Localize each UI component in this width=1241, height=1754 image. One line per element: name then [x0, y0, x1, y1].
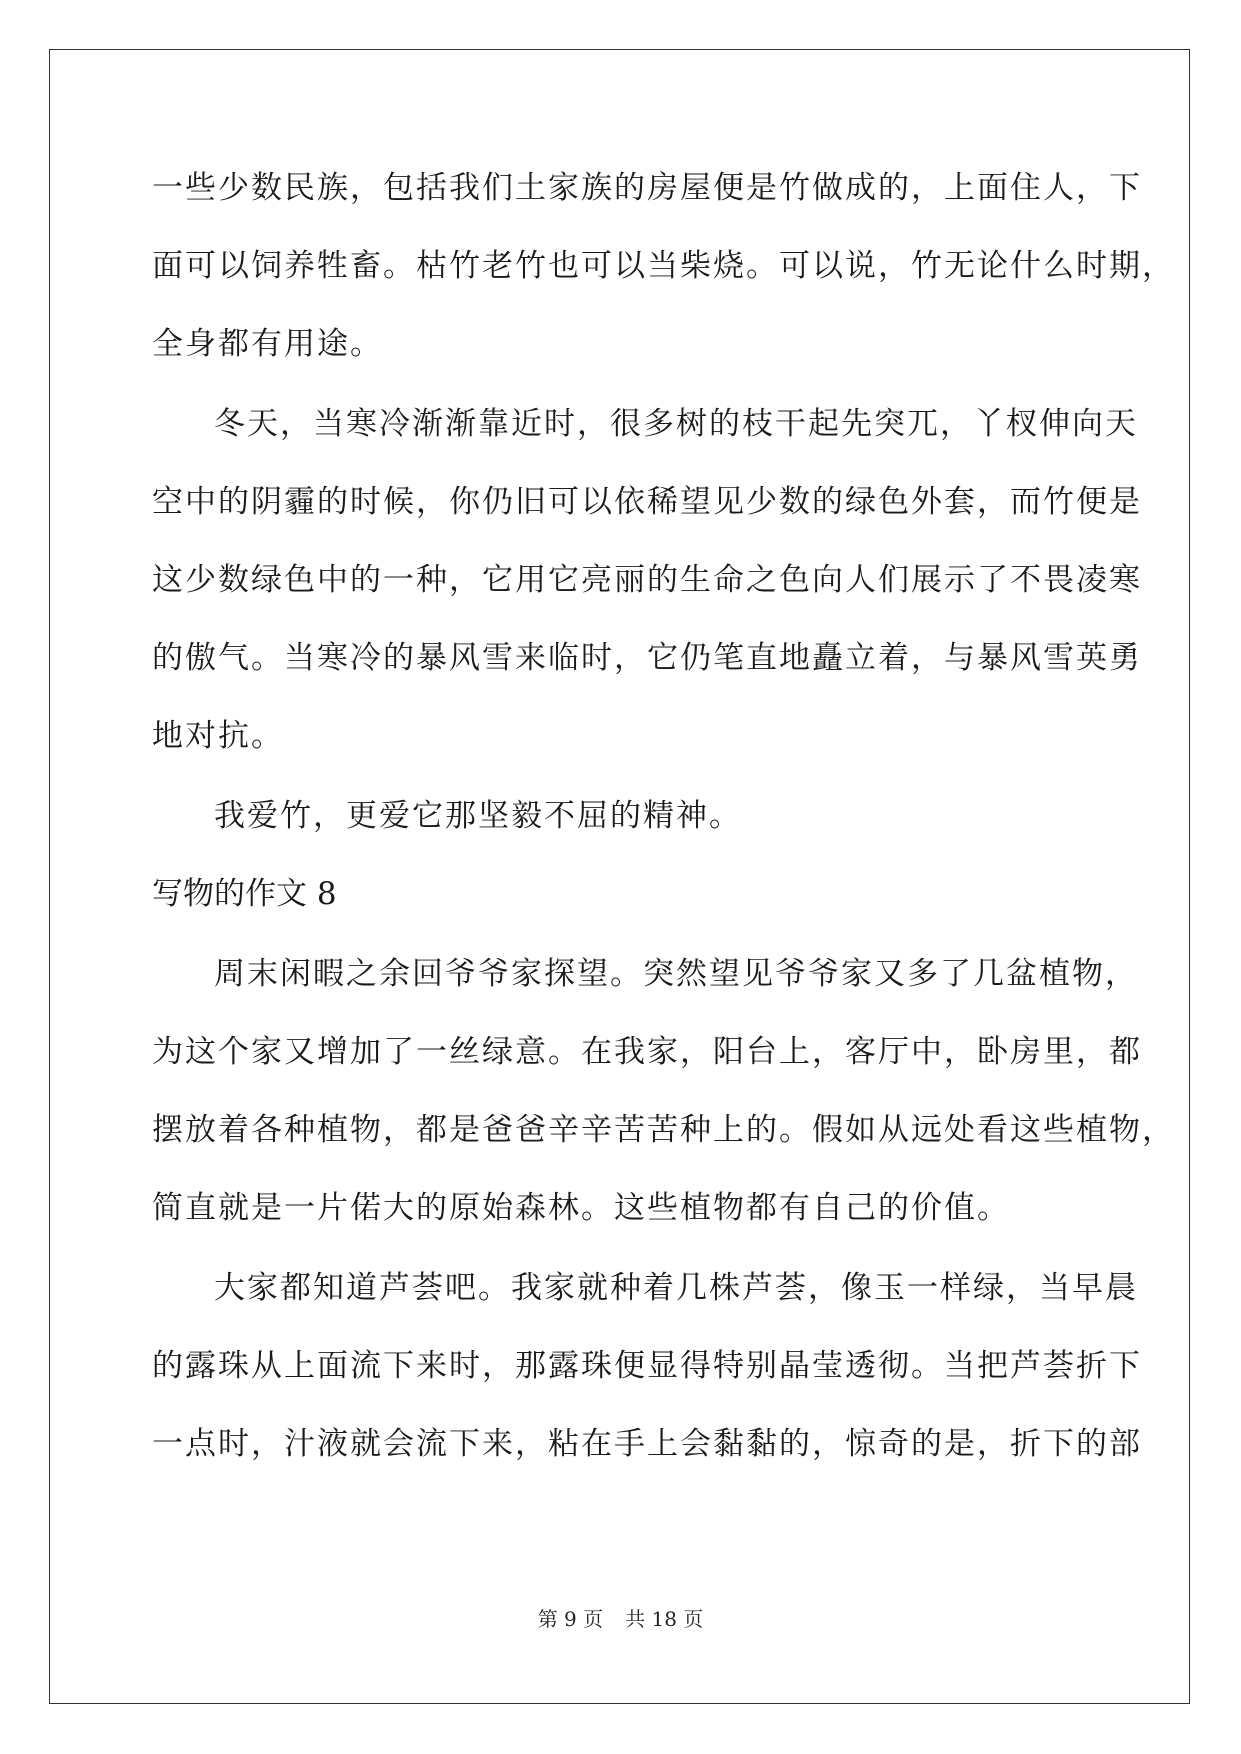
text-line: 一些少数民族，包括我们土家族的房屋便是竹做成的，上面住人，下 — [152, 170, 1142, 206]
page-number: 第 9 页 — [537, 1607, 604, 1631]
text-line: 空中的阴霾的时候，你仍旧可以依稀望见少数的绿色外套，而竹便是 — [152, 484, 1142, 520]
text-line: 地对抗。 — [152, 718, 284, 754]
text-line: 的傲气。当寒冷的暴风雪来临时，它仍笔直地矗立着，与暴风雪英勇 — [152, 640, 1142, 676]
text-line: 大家都知道芦荟吧。我家就种着几株芦荟，像玉一样绿，当早晨 — [214, 1270, 1138, 1306]
page-footer — [0, 1607, 1241, 1631]
page-total: 共 18 页 — [625, 1607, 704, 1631]
text-line: 摆放着各种植物，都是爸爸辛辛苦苦种上的。假如从远处看这些植物， — [152, 1112, 1175, 1148]
text-line: 我爱竹，更爱它那坚毅不屈的精神。 — [214, 798, 742, 834]
text-line: 冬天，当寒冷渐渐靠近时，很多树的枝干起先突兀，丫杈伸向天 — [214, 406, 1138, 442]
text-line: 的露珠从上面流下来时，那露珠便显得特别晶莹透彻。当把芦荟折下 — [152, 1348, 1142, 1384]
text-line: 简直就是一片偌大的原始森林。这些植物都有自己的价值。 — [152, 1190, 1010, 1226]
text-line: 这少数绿色中的一种，它用它亮丽的生命之色向人们展示了不畏凌寒 — [152, 562, 1142, 598]
text-line: 面可以饲养牲畜。枯竹老竹也可以当柴烧。可以说，竹无论什么时期， — [152, 248, 1175, 284]
text-line: 周末闲暇之余回爷爷家探望。突然望见爷爷家又多了几盆植物， — [214, 956, 1138, 992]
text-line: 为这个家又增加了一丝绿意。在我家，阳台上，客厅中，卧房里，都 — [152, 1034, 1142, 1070]
section-heading: 写物的作文 8 — [152, 876, 337, 912]
text-line: 全身都有用途。 — [152, 326, 383, 362]
text-line: 一点时，汁液就会流下来，粘在手上会黏黏的，惊奇的是，折下的部 — [152, 1426, 1142, 1462]
